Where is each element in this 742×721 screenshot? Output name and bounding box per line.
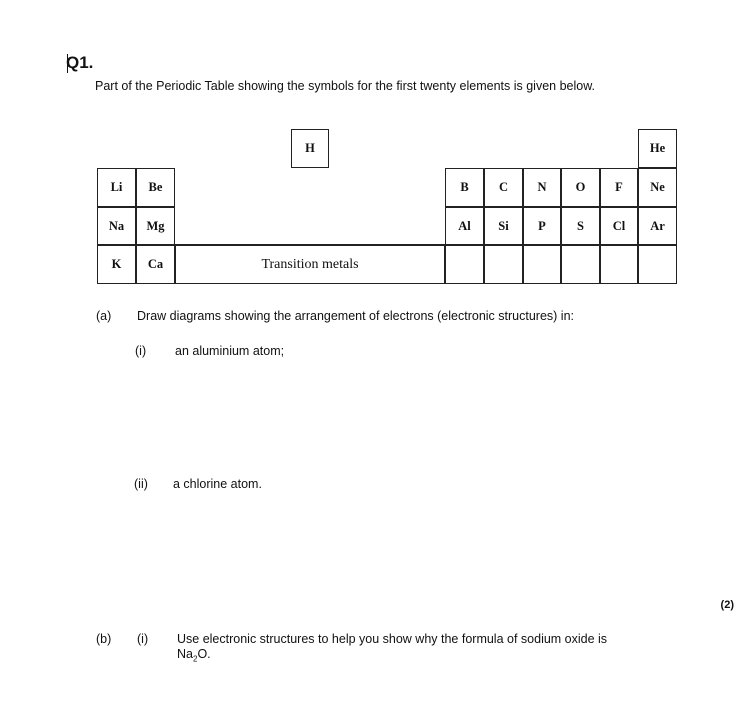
question-intro: Part of the Periodic Table showing the symbols for the first twenty elements is given below. [95,79,596,93]
element-cell-b: B [445,168,484,207]
empty-cell [523,245,561,284]
element-cell-na: Na [97,207,136,245]
element-cell-si: Si [484,207,523,245]
element-cell-o: O [561,168,600,207]
formula-na: Na [177,647,193,661]
part-a-text: Draw diagrams showing the arrangement of electrons (electronic structures) in: [137,309,574,323]
element-cell-li: Li [97,168,136,207]
formula-subscript: 2 [192,654,198,664]
part-b-question: Use electronic structures to help you show why the formula of sodium oxide is [177,632,608,646]
part-b-i-text [177,632,707,667]
empty-cell [600,245,638,284]
part-a-i-label: (i) [135,344,147,358]
element-cell-ne: Ne [638,168,677,207]
element-cell-h: H [291,129,329,168]
table-gap [175,207,445,245]
empty-cell [638,245,677,284]
element-cell-cl: Cl [600,207,638,245]
empty-cell [484,245,523,284]
element-cell-be: Be [136,168,175,207]
element-cell-ca: Ca [136,245,175,284]
part-b-i-label: (i) [137,632,149,646]
element-cell-ar: Ar [638,207,677,245]
element-cell-k: K [97,245,136,284]
element-cell-n: N [523,168,561,207]
empty-cell [445,245,484,284]
element-cell-he: He [638,129,677,168]
part-a-ii-label: (ii) [134,477,148,491]
element-cell-al: Al [445,207,484,245]
element-cell-p: P [523,207,561,245]
part-b-label: (b) [96,632,112,646]
formula-o: O. [197,647,211,661]
part-a-i-text: an aluminium atom; [175,344,285,358]
element-cell-f: F [600,168,638,207]
transition-metals-cell: Transition metals [175,245,445,284]
question-number: Q1. [66,53,94,72]
marks-label: (2) [720,599,734,611]
element-cell-mg: Mg [136,207,175,245]
part-a-label: (a) [96,309,112,323]
element-cell-s: S [561,207,600,245]
element-cell-c: C [484,168,523,207]
part-a-ii-text: a chlorine atom. [173,477,262,491]
empty-cell [561,245,600,284]
